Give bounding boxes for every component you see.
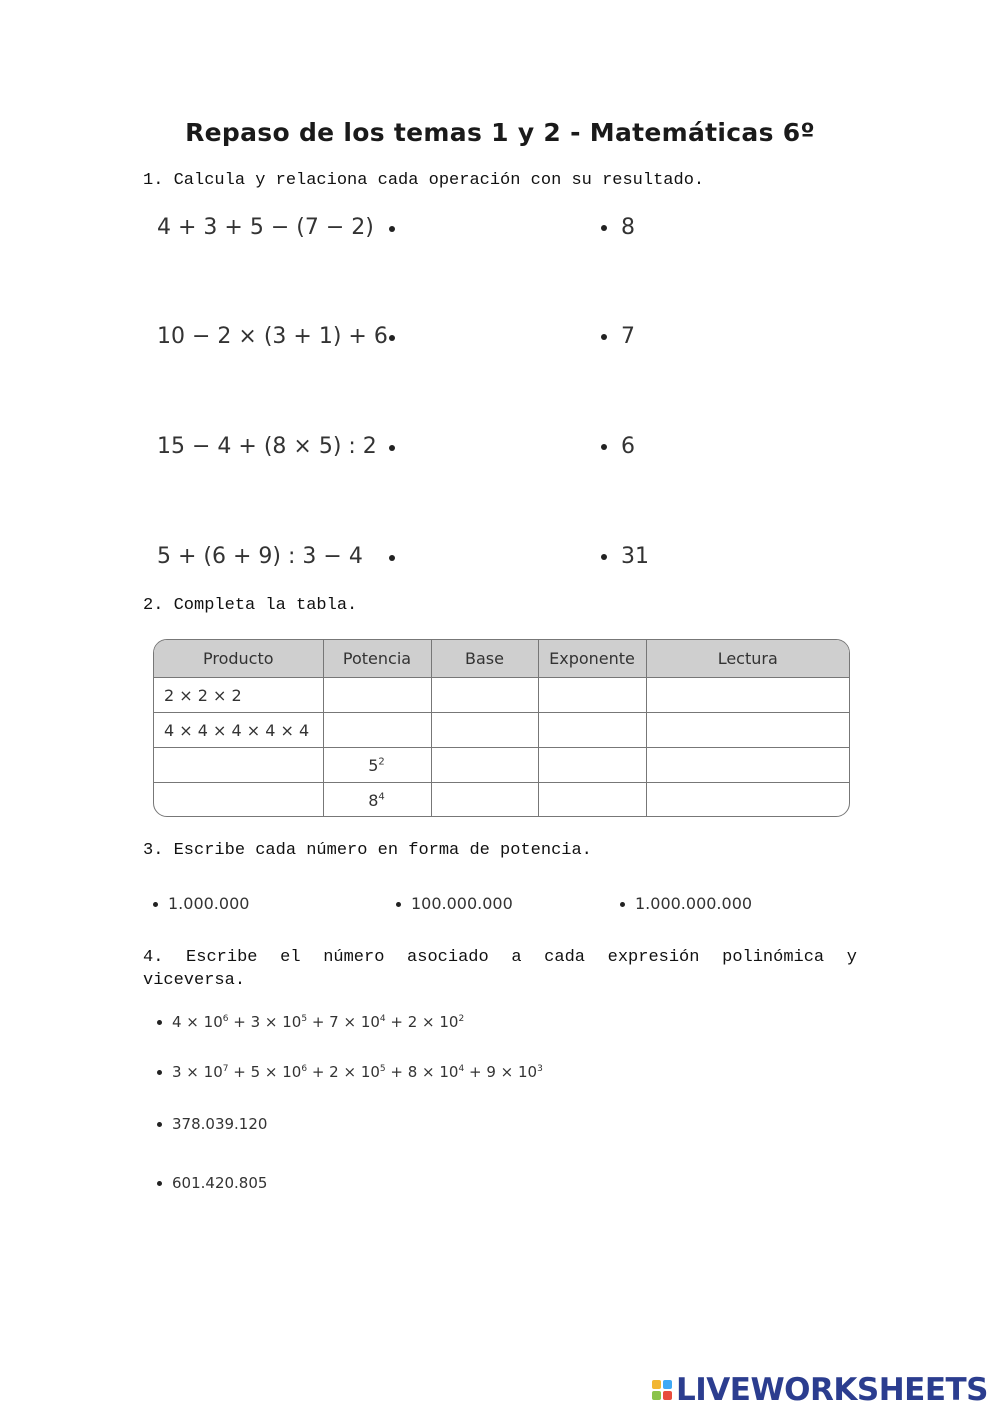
q1-operation	[157, 324, 388, 349]
page-title: Repaso de los temas 1 y 2 - Matemáticas 6º	[185, 118, 815, 147]
header-producto: Producto	[154, 640, 323, 678]
term-exp: 4	[379, 1014, 386, 1024]
q3-number	[153, 894, 249, 913]
bullet	[157, 1020, 162, 1025]
result-text: 7	[621, 324, 635, 349]
table-row	[154, 783, 849, 818]
q1-result	[601, 215, 635, 240]
match-dot-right[interactable]	[601, 554, 607, 560]
term-exp: 3	[537, 1064, 543, 1074]
result-text: 31	[621, 544, 649, 569]
q1-prompt: 1. Calcula y relaciona cada operación con su resultado.	[143, 171, 705, 190]
q2-prompt: 2. Completa la tabla.	[143, 596, 358, 615]
q3-prompt: 3. Escribe cada número en forma de potencia.	[143, 841, 592, 860]
term-coef: + 7 × 10	[307, 1013, 380, 1031]
term-coef: + 9 × 10	[464, 1063, 538, 1081]
match-dot-left[interactable]	[389, 445, 395, 451]
q1-operation	[157, 434, 377, 459]
number-text: 100.000.000	[411, 894, 513, 913]
term-coef: + 2 × 10	[307, 1063, 380, 1081]
term-exp: 2	[458, 1014, 465, 1024]
term-coef: 4 × 10	[172, 1013, 223, 1031]
q1-result	[601, 544, 649, 569]
q1-operation	[157, 544, 363, 569]
table-row	[154, 748, 849, 783]
q4-number	[157, 1174, 267, 1192]
bullet	[396, 902, 401, 907]
q3-number	[620, 894, 752, 913]
q4-polynomial	[157, 1013, 464, 1031]
power-exponent: 4	[378, 791, 385, 803]
q4-number	[157, 1115, 267, 1133]
logo-square	[663, 1380, 672, 1389]
term-exp: 5	[379, 1064, 386, 1074]
q1-result	[601, 434, 635, 459]
cell-potencia	[323, 748, 431, 783]
bullet	[157, 1122, 162, 1127]
term-exp: 6	[301, 1064, 308, 1074]
header-lectura: Lectura	[646, 640, 849, 678]
q3-number	[396, 894, 513, 913]
table-row	[154, 713, 849, 748]
term-coef: + 8 × 10	[385, 1063, 459, 1081]
operation-text: 15 − 4 + (8 × 5) : 2	[157, 434, 377, 459]
logo-mark-icon	[652, 1380, 672, 1400]
q4-prompt: 4. Escribe el número asociado a cada expresión polinómica y viceversa.	[143, 948, 857, 990]
term-coef: + 3 × 10	[228, 1013, 302, 1031]
cell-exponente[interactable]	[538, 748, 646, 783]
power-exponent: 2	[378, 756, 385, 768]
cell-base[interactable]	[431, 783, 538, 818]
number-text: 378.039.120	[172, 1115, 268, 1133]
operation-text: 10 − 2 × (3 + 1) + 6	[157, 324, 388, 349]
power-base: 8	[368, 790, 379, 810]
term-exp: 4	[458, 1064, 465, 1074]
cell-potencia[interactable]	[323, 678, 431, 713]
powers-table	[153, 639, 850, 817]
bullet	[157, 1070, 162, 1075]
cell-producto: 4 × 4 × 4 × 4 × 4	[154, 713, 323, 748]
number-text: 1.000.000.000	[635, 894, 753, 913]
term-coef: + 2 × 10	[385, 1013, 459, 1031]
term-exp: 6	[222, 1014, 229, 1024]
q1-result	[601, 324, 635, 349]
header-potencia: Potencia	[323, 640, 431, 678]
header-base: Base	[431, 640, 538, 678]
number-text: 601.420.805	[172, 1174, 268, 1192]
cell-exponente[interactable]	[538, 783, 646, 818]
cell-lectura[interactable]	[646, 748, 849, 783]
result-text: 6	[621, 434, 635, 459]
logo-square	[663, 1391, 672, 1400]
operation-text: 4 + 3 + 5 − (7 − 2)	[157, 215, 374, 240]
power-base: 5	[368, 755, 379, 775]
term-coef: 3 × 10	[172, 1063, 223, 1081]
cell-lectura[interactable]	[646, 783, 849, 818]
result-text: 8	[621, 215, 635, 240]
operation-text: 5 + (6 + 9) : 3 − 4	[157, 544, 363, 569]
cell-base[interactable]	[431, 678, 538, 713]
cell-lectura[interactable]	[646, 678, 849, 713]
q4-polynomial	[157, 1063, 543, 1081]
cell-exponente[interactable]	[538, 713, 646, 748]
term-exp: 5	[301, 1014, 308, 1024]
bullet	[157, 1181, 162, 1186]
logo-square	[652, 1391, 661, 1400]
match-dot-right[interactable]	[601, 444, 607, 450]
cell-exponente[interactable]	[538, 678, 646, 713]
logo-square	[652, 1380, 661, 1389]
term-coef: + 5 × 10	[228, 1063, 302, 1081]
table-row	[154, 678, 849, 713]
liveworksheets-logo[interactable]	[652, 1372, 988, 1408]
cell-producto[interactable]	[154, 783, 323, 818]
cell-producto: 2 × 2 × 2	[154, 678, 323, 713]
cell-base[interactable]	[431, 713, 538, 748]
cell-potencia	[323, 783, 431, 818]
q1-operation	[157, 215, 374, 240]
header-exponente: Exponente	[538, 640, 646, 678]
bullet	[620, 902, 625, 907]
number-text: 1.000.000	[168, 894, 250, 913]
term-exp: 7	[222, 1064, 229, 1074]
cell-lectura[interactable]	[646, 713, 849, 748]
match-dot-left[interactable]	[389, 555, 395, 561]
cell-potencia[interactable]	[323, 713, 431, 748]
match-dot-right[interactable]	[601, 225, 607, 231]
cell-producto[interactable]	[154, 748, 323, 783]
logo-text: LIVEWORKSHEETS	[676, 1372, 988, 1408]
table-header-row	[154, 640, 849, 678]
match-dot-left[interactable]	[389, 226, 395, 232]
bullet	[153, 902, 158, 907]
cell-base[interactable]	[431, 748, 538, 783]
match-dot-left[interactable]	[389, 335, 395, 341]
match-dot-right[interactable]	[601, 334, 607, 340]
